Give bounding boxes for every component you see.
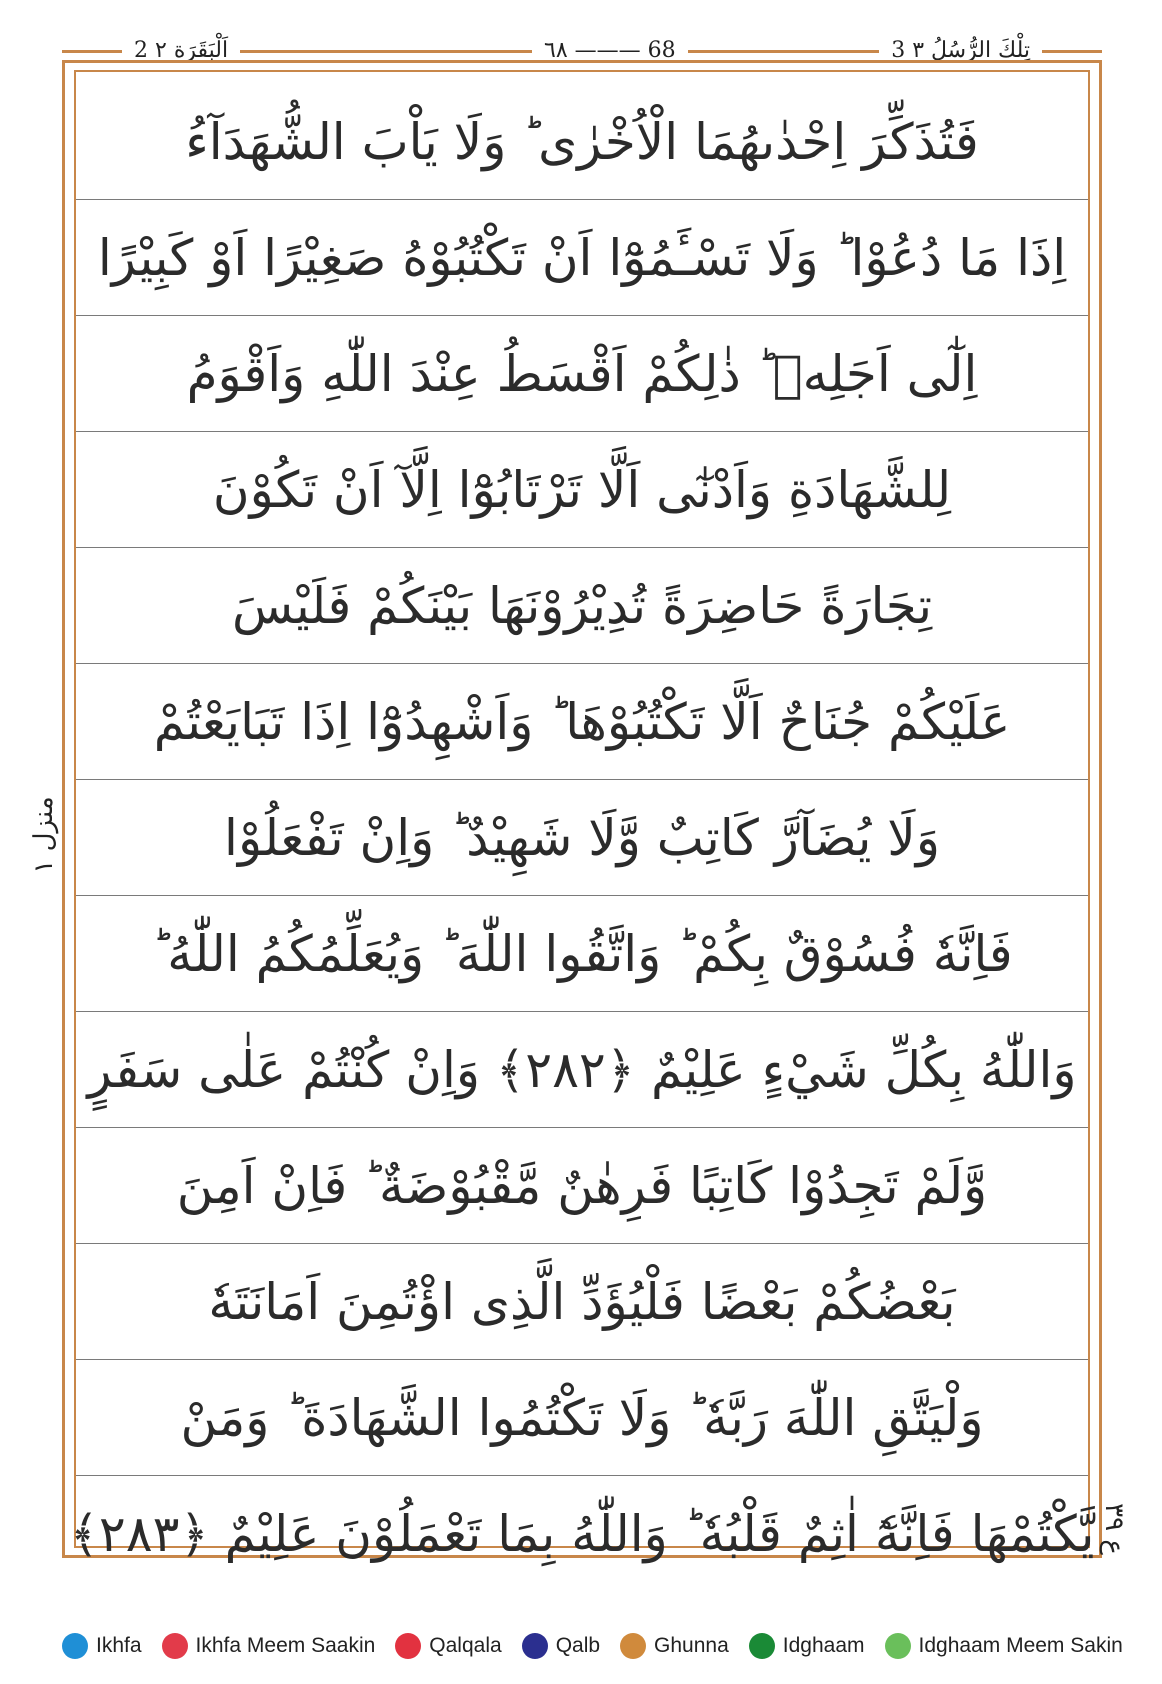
text-line <box>76 1128 1088 1244</box>
ayah-text: وَلْيَتَّقِ اللّٰهَ رَبَّهٗ ؕ وَلَا تَكْتُمُوا الشَّهَادَةَ ؕ وَمَنْ <box>180 1388 984 1447</box>
color-dot-icon <box>62 1633 88 1659</box>
text-line <box>76 664 1088 780</box>
text-line <box>76 1360 1088 1476</box>
tajweed-legend <box>62 1628 1123 1664</box>
legend-label: Idghaam Meem Sakin <box>918 1634 1123 1657</box>
legend-item-ikhfa-meem-saakin <box>162 1633 376 1659</box>
ayah-text: اِذَا مَا دُعُوْا ؕ وَلَا تَسْـَٔمُوْٓا اَنْ تَكْتُبُوْهُ صَغِيْرًا اَوْ كَبِيْرًا <box>97 228 1067 287</box>
ayah-text: يَّكْتُمْهَا فَاِنَّهٗٓ اٰثِمٌ قَلْبُهٗ ؕ وَاللّٰهُ بِمَا تَعْمَلُوْنَ عَلِيْمٌ ﴿٢٨٣﴾ <box>69 1505 1095 1563</box>
legend-label: Qalqala <box>429 1634 502 1657</box>
quran-text-block <box>69 84 1095 1592</box>
ayah-text: فَاِنَّهٗ فُسُوْقٌ بِكُمْ ؕ وَاتَّقُوا اللّٰهَ ؕ وَيُعَلِّمُكُمُ اللّٰهُ ؕ <box>151 924 1013 983</box>
text-line <box>76 780 1088 896</box>
ayah-text: عَلَيْكُمْ جُنَاحٌ اَلَّا تَكْتُبُوْهَا ؕ وَاَشْهِدُوْٓا اِذَا تَبَايَعْتُمْ <box>153 692 1011 751</box>
ayah-text: اِلٰٓى اَجَلِهٖ ؕ ذٰلِكُمْ اَقْسَطُ عِنْدَ اللّٰهِ وَاَقْوَمُ <box>186 344 978 403</box>
ayah-text: وَّلَمْ تَجِدُوْا كَاتِبًا فَرِهٰنٌ مَّقْبُوْضَةٌ ؕ فَاِنْ اَمِنَ <box>176 1156 988 1215</box>
juz-name: 3 تِلْكَ الرُّسُلُ ٣ <box>879 36 1042 66</box>
color-dot-icon <box>162 1633 188 1659</box>
page-number: ٦٨ ——— 68 <box>532 36 688 66</box>
manzil-label: منزل ١ <box>29 796 59 874</box>
legend-item-ghunna <box>620 1633 729 1659</box>
ayah-text: بَعْضُكُمْ بَعْضًا فَلْيُؤَدِّ الَّذِى اؤْتُمِنَ اَمَانَتَهٗ <box>208 1272 956 1331</box>
legend-item-qalqala <box>395 1633 501 1659</box>
legend-label: Ikhfa Meem Saakin <box>195 1634 376 1657</box>
ayah-text: لِلشَّهَادَةِ وَاَدْنٰٓى اَلَّا تَرْتَابُوْٓا اِلَّآ اَنْ تَكُوْنَ <box>212 460 952 519</box>
text-line <box>76 316 1088 432</box>
color-dot-icon <box>522 1633 548 1659</box>
text-line <box>76 896 1088 1012</box>
ayah-text: فَتُذَكِّرَ اِحْدٰىهُمَا الْاُخْرٰى ؕ وَلَا يَاْبَ الشُّهَدَآءُ <box>185 112 979 171</box>
legend-item-idghaam-meem-sakin <box>885 1633 1123 1659</box>
text-line <box>76 1244 1088 1360</box>
legend-item-ikhfa <box>62 1633 142 1659</box>
color-dot-icon <box>749 1633 775 1659</box>
legend-item-qalb <box>522 1633 600 1659</box>
color-dot-icon <box>395 1633 421 1659</box>
ruku-marker <box>1098 1488 1154 1568</box>
legend-label: Qalb <box>555 1634 601 1657</box>
text-line <box>76 200 1088 316</box>
ayah-text: تِجَارَةً حَاضِرَةً تُدِيْرُوْنَهَا بَيْنَكُمْ فَلَيْسَ <box>232 576 932 635</box>
ruku-label: ع ٣٩ <box>1098 1503 1129 1555</box>
color-dot-icon <box>620 1633 646 1659</box>
text-line <box>69 1476 1095 1592</box>
legend-label: Ikhfa <box>96 1634 142 1657</box>
legend-item-idghaam <box>749 1633 865 1659</box>
text-line <box>76 548 1088 664</box>
legend-label: Idghaam <box>782 1634 865 1657</box>
color-dot-icon <box>885 1633 911 1659</box>
text-line <box>76 432 1088 548</box>
surah-name: 2 اَلْبَقَرَة ٢ <box>122 36 240 66</box>
manzil-marker <box>18 770 70 910</box>
legend-label: Ghunna <box>654 1634 729 1657</box>
ayah-text: وَاللّٰهُ بِكُلِّ شَيْءٍ عَلِيْمٌ ﴿٢٨٢﴾ وَاِنْ كُنْتُمْ عَلٰى سَفَرٍ <box>87 1040 1077 1099</box>
text-line <box>76 1012 1088 1128</box>
ayah-text: وَلَا يُضَآرَّ كَاتِبٌ وَّلَا شَهِيْدٌ ؕ وَاِنْ تَفْعَلُوْا <box>224 808 940 867</box>
text-line <box>76 84 1088 200</box>
